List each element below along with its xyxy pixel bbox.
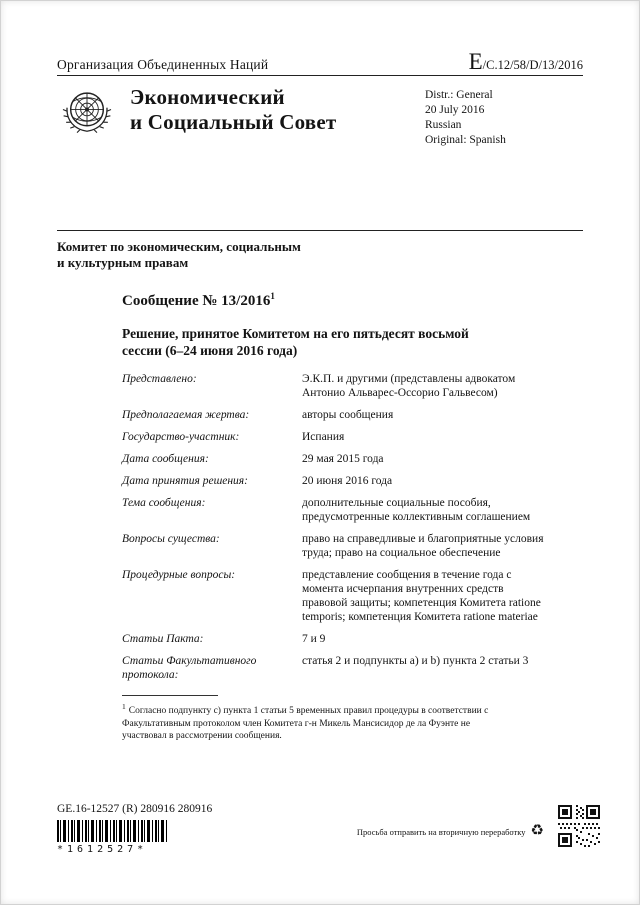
communication-title-text: Сообщение № 13/2016 <box>122 293 271 309</box>
footnote-body: Согласно подпункту с) пункта 1 статьи 5 временных правил процедуры в соответствии с Факультативным протоколом член Комитета г-н Микель Мансисидор де ла Фуэнте не участвовал в рассмотрении сообщения. <box>122 706 489 742</box>
committee-line2: и культурным правам <box>57 255 189 270</box>
field-value: авторы сообщения <box>302 409 394 421</box>
field-label: Дата принятия решения: <box>122 475 248 487</box>
barcode-bars <box>57 820 167 842</box>
field-value: 7 и 9 <box>302 633 326 645</box>
field-value: Испания <box>302 431 345 443</box>
symbol-letter: E <box>468 49 483 74</box>
original-line: Original: Spanish <box>425 134 506 146</box>
field-row-substantive-issues <box>122 532 583 560</box>
field-value: 29 мая 2015 года <box>302 453 384 465</box>
org-name: Организация Объединенных Наций <box>57 57 269 72</box>
field-row-procedural-issues <box>122 568 583 624</box>
masthead-row <box>57 50 583 76</box>
footnote-divider <box>122 695 218 696</box>
field-value: представление сообщения в течение года с момента исчерпания внутренних средств правовой защиты; компетенция Комитета ratione temporis; компетенция Комитета ratione materiae <box>302 569 541 623</box>
field-value: право на справедливые и благоприятные условия труда; право на социальное обеспечение <box>302 533 544 559</box>
header-main <box>57 85 583 148</box>
recycle-icon: ♻ <box>530 823 544 839</box>
document-symbol <box>469 50 583 73</box>
committee-title <box>57 239 583 271</box>
distribution-block <box>425 85 583 148</box>
field-value: статья 2 и подпункты a) и b) пункта 2 статьи 3 <box>302 655 529 667</box>
committee-line1: Комитет по экономическим, социальным <box>57 239 301 254</box>
field-label: Дата сообщения: <box>122 453 209 465</box>
field-label: Предполагаемая жертва: <box>122 409 250 421</box>
footnote-text <box>122 701 514 743</box>
date-line: 20 July 2016 <box>425 104 485 116</box>
field-row-alleged-victim <box>122 408 583 422</box>
page-footer <box>57 803 600 855</box>
recycle-notice <box>357 824 544 839</box>
council-title-line1: Экономический <box>130 85 285 109</box>
council-title <box>130 85 336 148</box>
qr-code <box>558 805 600 847</box>
field-label: Государство-участник: <box>122 431 240 443</box>
field-label: Представлено: <box>122 373 197 385</box>
field-label: Тема сообщения: <box>122 497 206 509</box>
barcode-text: *1612527* <box>57 844 148 855</box>
language-line: Russian <box>425 119 462 131</box>
section-divider <box>57 230 583 231</box>
field-row-date-of-communication <box>122 452 583 466</box>
field-row-subject <box>122 496 583 524</box>
metadata-table <box>122 372 583 682</box>
field-row-date-of-decision <box>122 474 583 488</box>
document-body <box>122 291 583 682</box>
communication-title <box>122 291 583 310</box>
field-value: Э.К.П. и другими (представлены адвокатом Антонио Альварес-Оссорио Гальвесом) <box>302 373 516 399</box>
un-emblem-icon <box>58 85 116 148</box>
distr-line: Distr.: General <box>425 89 493 101</box>
field-row-covenant-articles <box>122 632 583 646</box>
field-label: Процедурные вопросы: <box>122 569 236 581</box>
recycle-text: Просьба отправить на вторичную переработку <box>356 826 526 837</box>
footnote-ref: 1 <box>270 291 275 301</box>
field-value: дополнительные социальные пособия, предусмотренные коллективным соглашением <box>302 497 531 523</box>
field-label: Вопросы существа: <box>122 533 220 545</box>
council-title-line2: и Социальный Совет <box>130 110 337 134</box>
symbol-number: /C.12/58/D/13/2016 <box>482 58 583 72</box>
field-row-protocol-articles <box>122 654 583 682</box>
field-value: 20 июня 2016 года <box>302 475 393 487</box>
footnote-block <box>122 695 514 743</box>
field-label: Статьи Факультативного протокола: <box>122 655 257 681</box>
field-label: Статьи Пакта: <box>122 633 204 645</box>
footnote-marker: 1 <box>122 702 126 711</box>
field-row-submitted <box>122 372 583 400</box>
ge-number: GE.16-12527 (R) 280916 280916 <box>57 803 213 815</box>
decision-title: Решение, принятое Комитетом на его пятьдесят восьмой сессии (6–24 июня 2016 года) <box>122 326 469 358</box>
field-row-state-party <box>122 430 583 444</box>
